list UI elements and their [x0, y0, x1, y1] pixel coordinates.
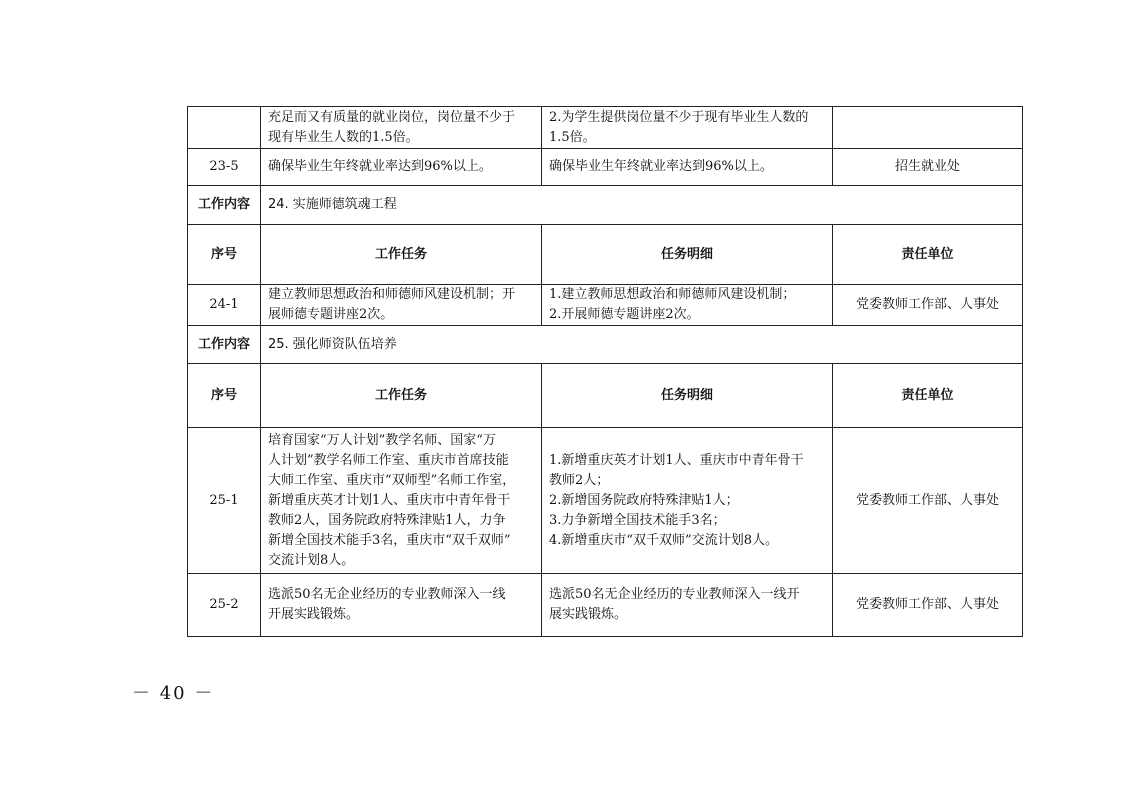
- header-unit: 责任单位: [833, 364, 1023, 428]
- section-title: 25. 强化师资队伍培养: [261, 326, 1023, 364]
- table-row: [188, 149, 1023, 186]
- detail-cell: 确保毕业生年终就业率达到96%以上。: [542, 149, 833, 186]
- work-plan-table: [187, 106, 1023, 637]
- table-row: [188, 428, 1023, 574]
- task-cell: 确保毕业生年终就业率达到96%以上。: [261, 149, 542, 186]
- section-row: [188, 186, 1023, 225]
- section-row: [188, 326, 1023, 364]
- row-number: [188, 107, 261, 149]
- section-label: 工作内容: [188, 186, 261, 225]
- detail-cell: 选派50名无企业经历的专业教师深入一线开 展实践锻炼。: [542, 574, 833, 637]
- row-number: 25-1: [188, 428, 261, 574]
- row-number: 23-5: [188, 149, 261, 186]
- unit-cell: 党委教师工作部、人事处: [833, 574, 1023, 637]
- header-row: [188, 225, 1023, 285]
- detail-cell: 1.建立教师思想政治和师德师风建设机制； 2.开展师德专题讲座2次。: [542, 285, 833, 326]
- header-no: 序号: [188, 364, 261, 428]
- header-no: 序号: [188, 225, 261, 285]
- unit-cell: 招生就业处: [833, 149, 1023, 186]
- header-detail: 任务明细: [542, 364, 833, 428]
- unit-cell: 党委教师工作部、人事处: [833, 428, 1023, 574]
- header-row: [188, 364, 1023, 428]
- header-task: 工作任务: [261, 225, 542, 285]
- header-task: 工作任务: [261, 364, 542, 428]
- task-cell: 充足而又有质量的就业岗位，岗位量不少于 现有毕业生人数的1.5倍。: [261, 107, 542, 149]
- table-row: [188, 285, 1023, 326]
- row-number: 25-2: [188, 574, 261, 637]
- page-number: － 40 －: [132, 683, 215, 704]
- table-row: [188, 574, 1023, 637]
- header-detail: 任务明细: [542, 225, 833, 285]
- section-label: 工作内容: [188, 326, 261, 364]
- unit-cell: 党委教师工作部、人事处: [833, 285, 1023, 326]
- row-number: 24-1: [188, 285, 261, 326]
- table-row: [188, 107, 1023, 149]
- header-unit: 责任单位: [833, 225, 1023, 285]
- detail-cell: 1.新增重庆英才计划1人、重庆市中青年骨干 教师2人； 2.新增国务院政府特殊津贴1人； 3.力争新增全国技术能手3名； 4.新增重庆市“双千双师”交流计划8人。: [542, 428, 833, 574]
- task-cell: 建立教师思想政治和师德师风建设机制；开 展师德专题讲座2次。: [261, 285, 542, 326]
- section-title: 24. 实施师德筑魂工程: [261, 186, 1023, 225]
- unit-cell: [833, 107, 1023, 149]
- detail-cell: 2.为学生提供岗位量不少于现有毕业生人数的 1.5倍。: [542, 107, 833, 149]
- task-cell: 培育国家“万人计划”教学名师、国家“万 人计划”教学名师工作室、重庆市首席技能 大师工作室、重庆市“双师型”名师工作室， 新增重庆英才计划1人、重庆市中青年骨干 教师2人，国务院政府特殊津贴1人，力争 新增全国技术能手3名，重庆市“双千双师” 交流计划8人。: [261, 428, 542, 574]
- task-cell: 选派50名无企业经历的专业教师深入一线 开展实践锻炼。: [261, 574, 542, 637]
